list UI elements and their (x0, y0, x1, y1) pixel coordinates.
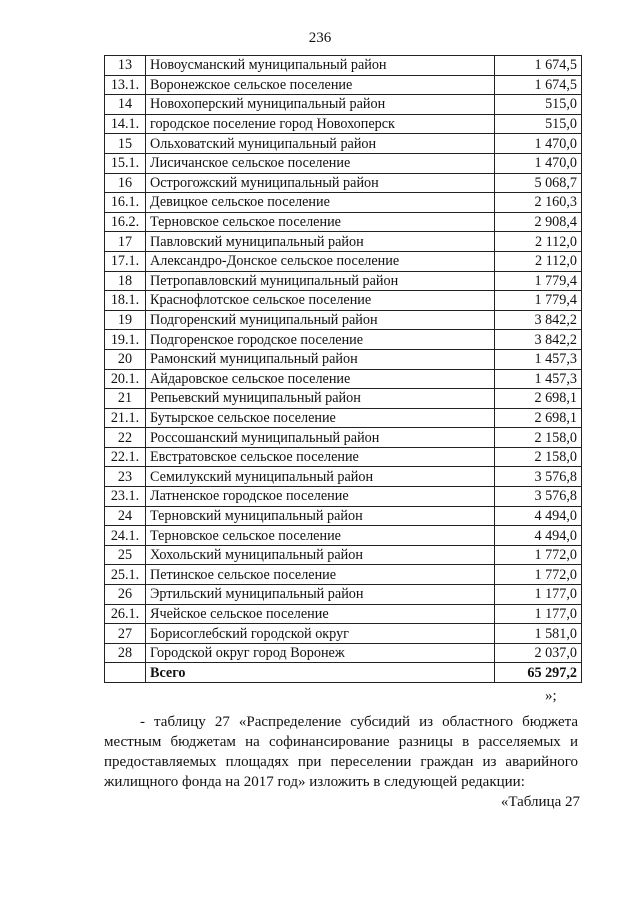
table-row (105, 604, 582, 624)
row-name: Городской округ город Воронеж (146, 643, 495, 663)
row-number: 16.2. (105, 212, 146, 232)
row-number: 21.1. (105, 408, 146, 428)
row-name: Александро-Донское сельское поселение (146, 251, 495, 271)
row-name: Репьевский муниципальный район (146, 389, 495, 409)
row-amount: 2 698,1 (495, 408, 582, 428)
table-row (105, 271, 582, 291)
row-number: 15 (105, 134, 146, 154)
table-row (105, 624, 582, 644)
row-number: 28 (105, 643, 146, 663)
row-amount: 1 177,0 (495, 604, 582, 624)
table-row (105, 212, 582, 232)
table-row (105, 232, 582, 252)
row-name: Рамонский муниципальный район (146, 349, 495, 369)
row-number: 17.1. (105, 251, 146, 271)
row-amount: 1 177,0 (495, 585, 582, 605)
row-number: 22.1. (105, 447, 146, 467)
row-name: Латненское городское поселение (146, 487, 495, 507)
row-name: Айдаровское сельское поселение (146, 369, 495, 389)
row-name: Борисоглебский городской округ (146, 624, 495, 644)
total-row (105, 663, 582, 683)
row-amount: 1 581,0 (495, 624, 582, 644)
table-row (105, 565, 582, 585)
row-name: Эртильский муниципальный район (146, 585, 495, 605)
row-number: 20.1. (105, 369, 146, 389)
table-row (105, 585, 582, 605)
table-row (105, 330, 582, 350)
row-name: Острогожский муниципальный район (146, 173, 495, 193)
row-number: 24 (105, 506, 146, 526)
row-amount: 3 842,2 (495, 310, 582, 330)
row-name: Терновский муниципальный район (146, 506, 495, 526)
table-row (105, 467, 582, 487)
row-amount: 1 779,4 (495, 291, 582, 311)
page-number: 236 (308, 30, 332, 46)
budget-table (104, 55, 582, 683)
row-number: 23 (105, 467, 146, 487)
row-amount: 2 112,0 (495, 232, 582, 252)
table-row (105, 114, 582, 134)
row-number: 26 (105, 585, 146, 605)
row-amount: 1 779,4 (495, 271, 582, 291)
row-amount: 1 674,5 (495, 75, 582, 95)
row-number: 14.1. (105, 114, 146, 134)
row-amount: 2 158,0 (495, 447, 582, 467)
row-number: 18 (105, 271, 146, 291)
row-name: Лисичанское сельское поселение (146, 153, 495, 173)
amendment-paragraph: - таблицу 27 «Распределение субсидий из областного бюджета местным бюджетам на софинансирование разницы в расселяемых и предоставляемых площадях при переселении граждан из аварийного жилищного фонда на 2017 год» изложить в следующей редакции: (104, 714, 578, 790)
row-number: 22 (105, 428, 146, 448)
row-name: Ольховатский муниципальный район (146, 134, 495, 154)
table-row (105, 56, 582, 76)
table-row (105, 153, 582, 173)
table-row (105, 389, 582, 409)
row-name: Новохоперский муниципальный район (146, 95, 495, 115)
row-amount: 1 772,0 (495, 565, 582, 585)
row-amount: 1 457,3 (495, 369, 582, 389)
closing-mark: »; (545, 688, 557, 704)
table-row (105, 643, 582, 663)
row-name: Евстратовское сельское поселение (146, 447, 495, 467)
row-amount: 515,0 (495, 95, 582, 115)
row-name: Петропавловский муниципальный район (146, 271, 495, 291)
row-amount: 1 772,0 (495, 545, 582, 565)
row-number: 26.1. (105, 604, 146, 624)
table-row (105, 408, 582, 428)
row-amount: 1 470,0 (495, 134, 582, 154)
row-name: Хохольский муниципальный район (146, 545, 495, 565)
row-number: 13 (105, 56, 146, 76)
row-name: Терновское сельское поселение (146, 212, 495, 232)
row-amount: 3 576,8 (495, 487, 582, 507)
table-row (105, 526, 582, 546)
table-row (105, 428, 582, 448)
row-amount: 4 494,0 (495, 526, 582, 546)
row-name: Подгоренский муниципальный район (146, 310, 495, 330)
row-amount: 2 160,3 (495, 193, 582, 213)
row-name: Новоусманский муниципальный район (146, 56, 495, 76)
row-number: 18.1. (105, 291, 146, 311)
row-amount: 4 494,0 (495, 506, 582, 526)
total-amount: 65 297,2 (495, 663, 582, 683)
row-amount: 2 158,0 (495, 428, 582, 448)
row-amount: 3 576,8 (495, 467, 582, 487)
table-row (105, 506, 582, 526)
row-number: 19.1. (105, 330, 146, 350)
row-amount: 2 908,4 (495, 212, 582, 232)
total-num-cell (105, 663, 146, 683)
row-amount: 2 037,0 (495, 643, 582, 663)
table-row (105, 134, 582, 154)
row-amount: 1 674,5 (495, 56, 582, 76)
row-name: Терновское сельское поселение (146, 526, 495, 546)
row-name: Подгоренское городское поселение (146, 330, 495, 350)
row-number: 16 (105, 173, 146, 193)
row-name: Петинское сельское поселение (146, 565, 495, 585)
row-number: 20 (105, 349, 146, 369)
table-row (105, 447, 582, 467)
table-row (105, 545, 582, 565)
row-number: 16.1. (105, 193, 146, 213)
table-row (105, 251, 582, 271)
row-amount: 1 457,3 (495, 349, 582, 369)
table-row (105, 349, 582, 369)
row-name: Ячейское сельское поселение (146, 604, 495, 624)
row-name: Девицкое сельское поселение (146, 193, 495, 213)
row-number: 14 (105, 95, 146, 115)
row-name: Россошанский муниципальный район (146, 428, 495, 448)
table-row (105, 75, 582, 95)
row-amount: 2 698,1 (495, 389, 582, 409)
table-row (105, 310, 582, 330)
table-row (105, 193, 582, 213)
row-number: 21 (105, 389, 146, 409)
row-number: 17 (105, 232, 146, 252)
row-amount: 2 112,0 (495, 251, 582, 271)
row-number: 27 (105, 624, 146, 644)
total-label: Всего (146, 663, 495, 683)
row-amount: 3 842,2 (495, 330, 582, 350)
table-row (105, 291, 582, 311)
table-row (105, 487, 582, 507)
table-body (105, 56, 582, 663)
row-name: Павловский муниципальный район (146, 232, 495, 252)
row-number: 13.1. (105, 75, 146, 95)
row-number: 15.1. (105, 153, 146, 173)
row-name: городское поселение город Новохоперск (146, 114, 495, 134)
next-table-caption: «Таблица 27 (500, 794, 580, 810)
row-number: 25.1. (105, 565, 146, 585)
table-row (105, 369, 582, 389)
row-number: 24.1. (105, 526, 146, 546)
row-name: Семилукский муниципальный район (146, 467, 495, 487)
row-number: 23.1. (105, 487, 146, 507)
row-amount: 1 470,0 (495, 153, 582, 173)
row-name: Воронежское сельское поселение (146, 75, 495, 95)
row-number: 25 (105, 545, 146, 565)
row-name: Бутырское сельское поселение (146, 408, 495, 428)
table-row (105, 173, 582, 193)
table-row (105, 95, 582, 115)
row-number: 19 (105, 310, 146, 330)
row-name: Краснофлотское сельское поселение (146, 291, 495, 311)
row-amount: 515,0 (495, 114, 582, 134)
row-amount: 5 068,7 (495, 173, 582, 193)
